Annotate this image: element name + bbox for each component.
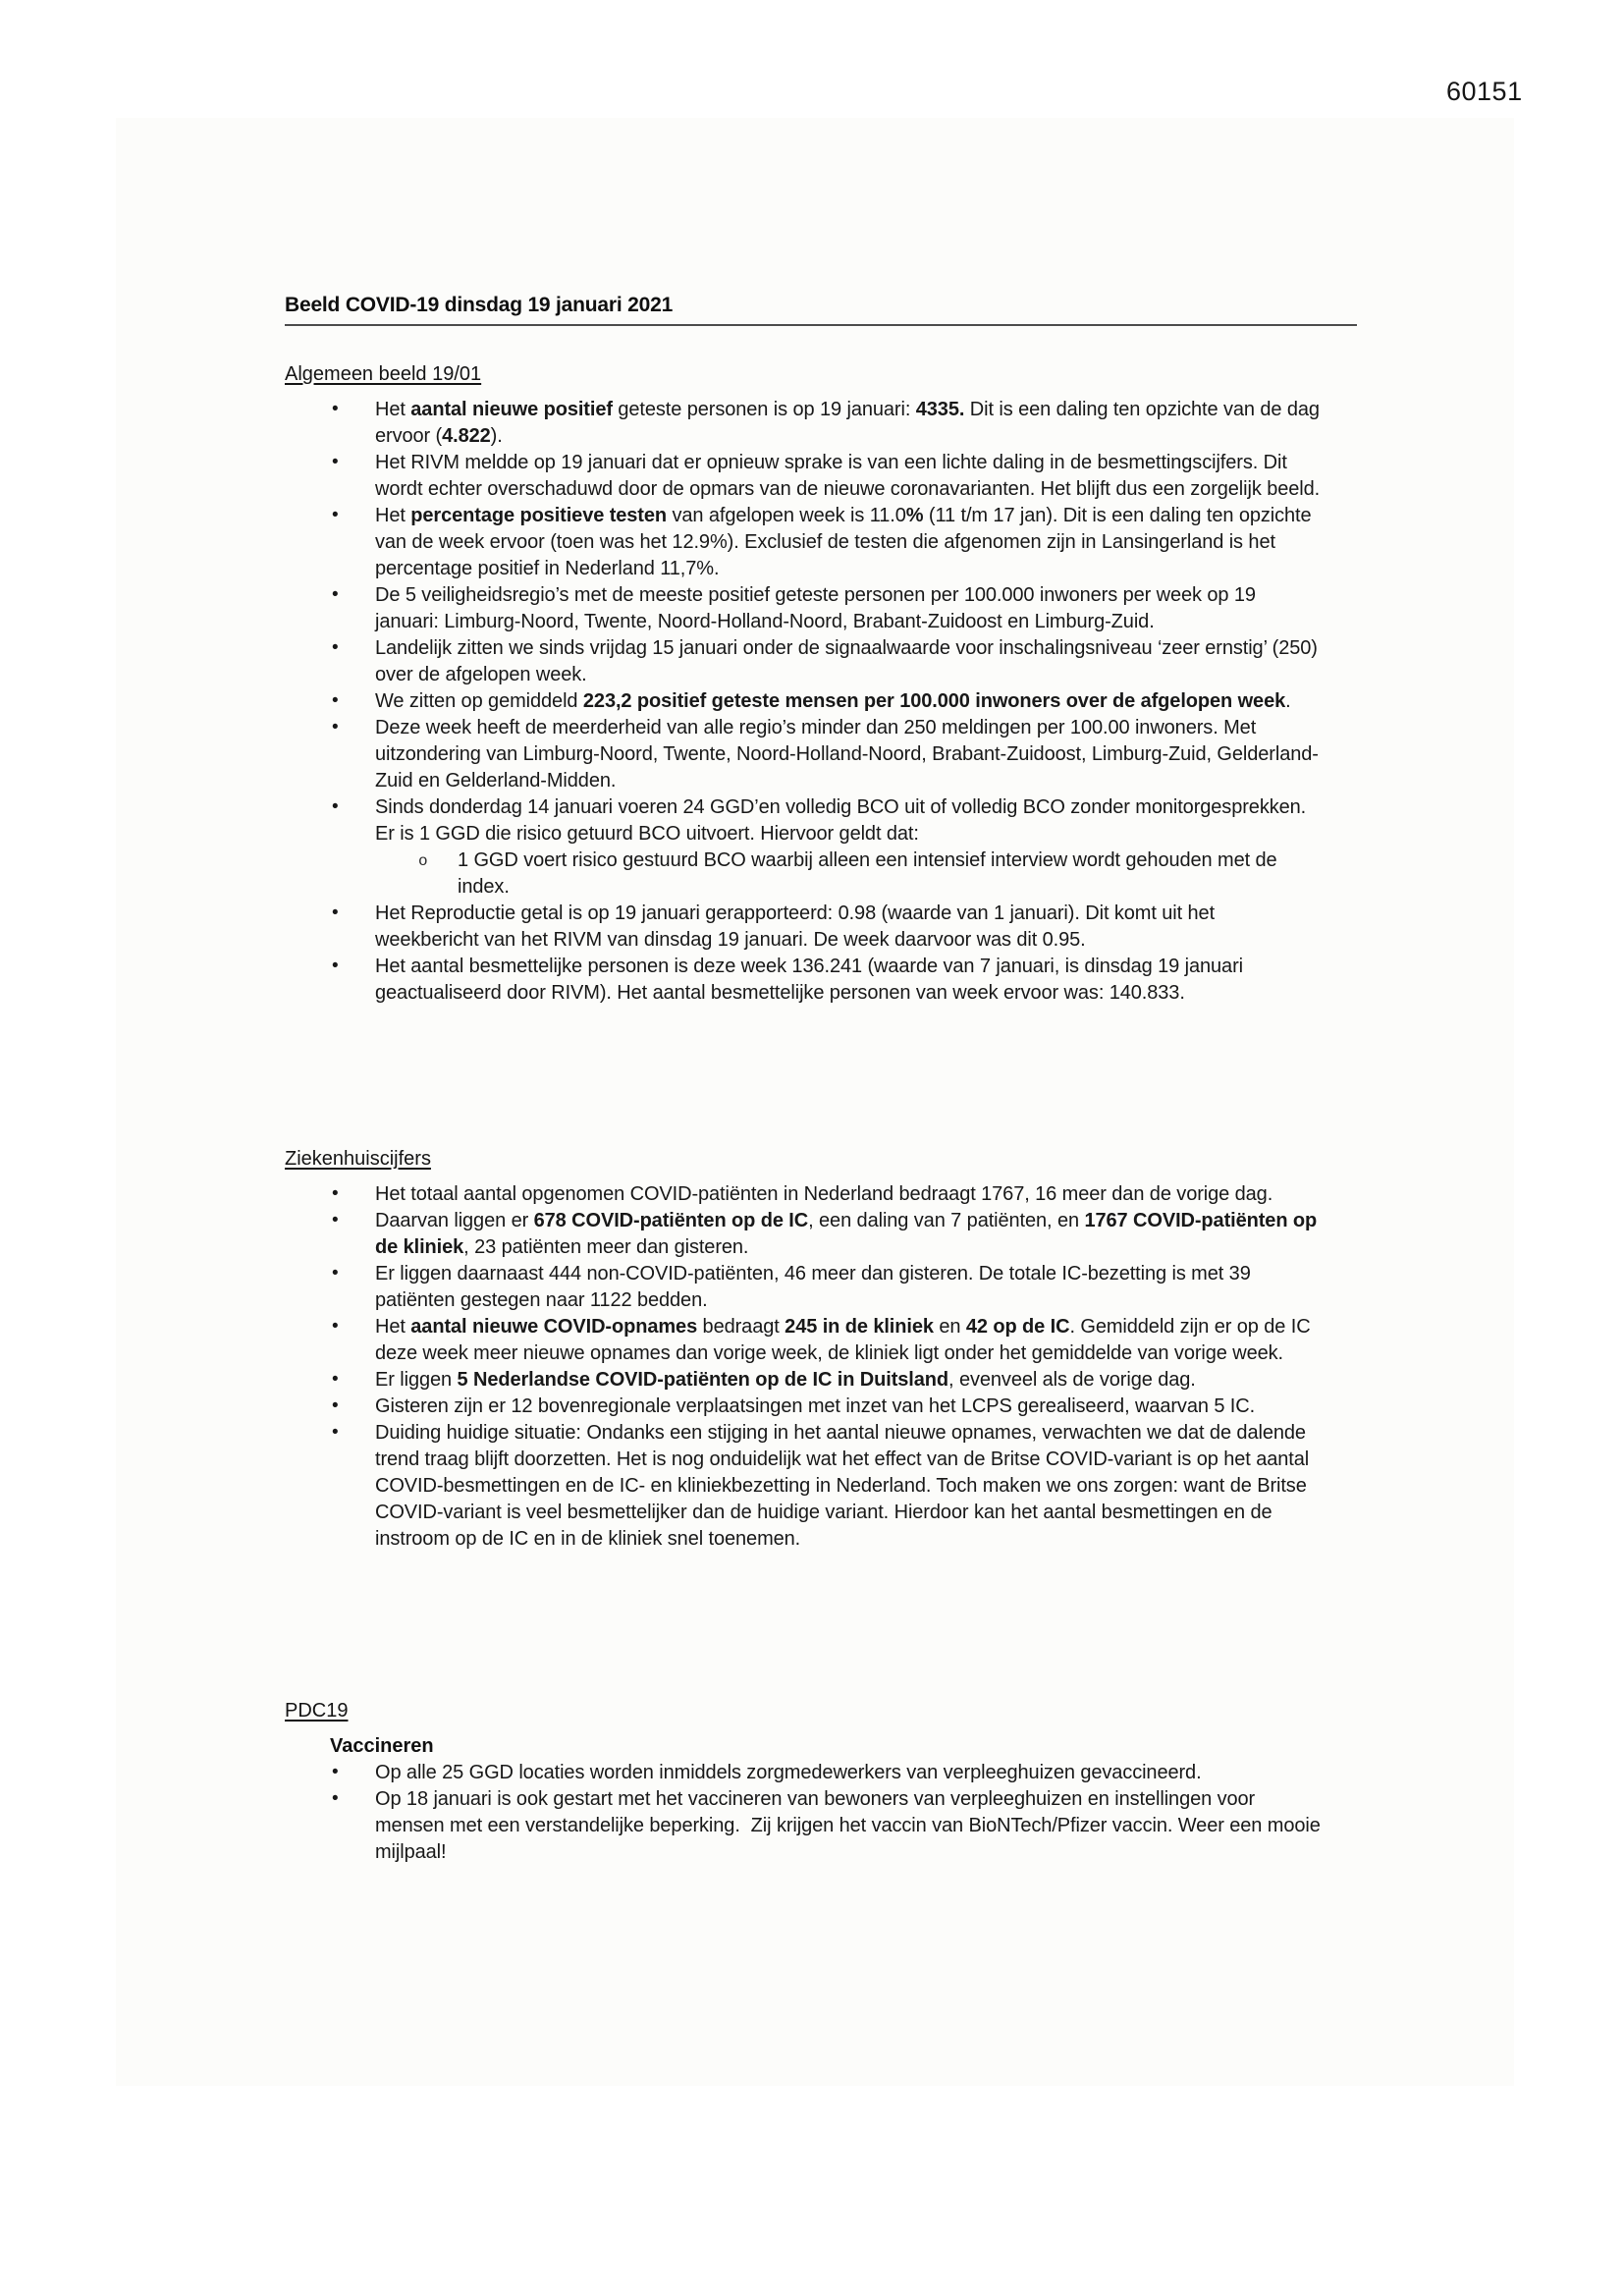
bullet-item	[285, 688, 1323, 715]
text-run: .	[1285, 690, 1291, 712]
bullet-marker: •	[332, 1369, 339, 1390]
bullet-marker: •	[332, 1210, 339, 1230]
text-run: 5 Nederlandse COVID-patiënten op de IC in Duitsland	[457, 1369, 949, 1391]
text-run: van afgelopen week is 11.0	[667, 505, 906, 526]
bullet-text	[375, 902, 1215, 951]
bullet-text	[375, 1788, 1321, 1863]
text-run: De 5 veiligheidsregio’s met de meeste positief geteste personen per 100.000 inwoners per week op 19 januari: Limburg-Noord, Twente, Noord-Holland-Noord, Brabant-Zuidoost en Limburg-Zuid.	[375, 584, 1256, 632]
bullet-text	[375, 452, 1320, 500]
bullet-marker: •	[332, 956, 339, 976]
bullet-item	[285, 1420, 1323, 1553]
section-ziekenhuis	[285, 1146, 1473, 1553]
text-run: geteste personen is op 19 januari:	[612, 399, 916, 420]
text-run: aantal nieuwe COVID-opnames	[410, 1316, 698, 1338]
text-run: 4335.	[915, 399, 965, 420]
subsection-heading: Vaccineren	[330, 1735, 434, 1757]
bates-number: 60151	[1446, 77, 1523, 106]
bullet-text	[375, 1369, 1196, 1391]
bullet-marker: •	[332, 1788, 339, 1809]
bullet-marker: •	[332, 1316, 339, 1337]
section-heading: PDC19	[285, 1700, 349, 1722]
bullet-text	[375, 1395, 1255, 1417]
text-run: Op alle 25 GGD locaties worden inmiddels zorgmedewerkers van verpleeghuizen gevaccineerd.	[375, 1762, 1202, 1783]
bullet-marker: •	[332, 690, 339, 711]
bullet-text	[375, 637, 1318, 685]
bullet-item	[285, 450, 1323, 503]
text-run: %	[905, 505, 924, 526]
text-run: bedraagt	[697, 1316, 785, 1338]
text-run: Gisteren zijn er 12 bovenregionale verplaatsingen met inzet van het LCPS gerealiseerd, waarvan 5 IC.	[375, 1395, 1256, 1417]
bullet-item	[285, 901, 1323, 954]
bullet-item	[285, 1314, 1323, 1367]
sub-bullet-marker: o	[418, 852, 428, 870]
text-run: en	[933, 1316, 966, 1338]
sub-bullet-list	[375, 847, 1323, 901]
text-run: Op 18 januari is ook gestart met het vaccineren van bewoners van verpleeghuizen en instellingen voor mensen met een verstandelijke beperking. Zij krijgen het vaccin van BioNTech/Pfizer vaccin. Weer een mooie mijlpaal!	[375, 1788, 1321, 1863]
bullet-item	[285, 1261, 1323, 1314]
section-heading: Ziekenhuiscijfers	[285, 1148, 431, 1170]
text-run: , evenveel als de vorige dag.	[948, 1369, 1196, 1391]
bullet-list	[285, 1181, 1473, 1553]
bullet-text	[375, 1422, 1309, 1550]
bullet-text	[375, 505, 1312, 579]
bullet-marker: •	[332, 717, 339, 738]
bullet-marker: •	[332, 796, 339, 817]
bullet-marker: •	[332, 1395, 339, 1416]
text-run: 42 op de IC	[965, 1316, 1070, 1338]
section-algemeen	[285, 361, 1473, 1007]
text-run: percentage positieve testen	[410, 505, 668, 526]
text-run: Het RIVM meldde op 19 januari dat er opnieuw sprake is van een lichte daling in de besmettingscijfers. Dit wordt echter overschaduwd door de opmars van de nieuwe coronavarianten. Het blijft dus een zorgelijk beeld.	[375, 452, 1321, 500]
text-run: Het totaal aantal opgenomen COVID-patiënten in Nederland bedraagt 1767, 16 meer dan de vorige dag.	[375, 1183, 1273, 1205]
text-run: ).	[490, 425, 503, 447]
text-run: 678 COVID-patiënten op de IC	[533, 1210, 809, 1231]
text-run: Er liggen	[375, 1369, 458, 1391]
bullet-marker: •	[332, 902, 339, 923]
bullet-text	[375, 717, 1319, 792]
bullet-item	[285, 1181, 1323, 1208]
text-run: We zitten op gemiddeld	[375, 690, 583, 712]
text-run: Het	[375, 399, 411, 420]
section-heading: Algemeen beeld 19/01	[285, 363, 482, 385]
bullet-text	[375, 956, 1243, 1004]
bullet-item	[285, 1367, 1323, 1394]
bullet-text	[375, 690, 1291, 712]
bullet-item	[285, 582, 1323, 635]
bullet-marker: •	[332, 452, 339, 472]
text-run: Het	[375, 1316, 411, 1338]
bullet-item	[285, 794, 1323, 901]
sub-bullet-item	[375, 847, 1323, 901]
bullet-marker: •	[332, 1263, 339, 1284]
bullet-item	[285, 954, 1323, 1007]
bullet-marker: •	[332, 1183, 339, 1204]
text-run: . Gemiddeld zijn er op de IC deze week meer nieuwe opnames dan vorige week, de kliniek ligt onder het gemiddelde van vorige week.	[375, 1316, 1311, 1364]
bullet-list	[285, 397, 1473, 1007]
text-run: Het Reproductie getal is op 19 januari gerapporteerd: 0.98 (waarde van 1 januari). Dit komt uit het weekbericht van het RIVM van dinsdag 19 januari. De week daarvoor was dit 0.95.	[375, 902, 1216, 951]
bullet-text	[375, 399, 1320, 447]
text-run: aantal nieuwe positief	[410, 399, 613, 420]
document-page	[116, 118, 1514, 2086]
sub-bullet-text	[458, 849, 1277, 898]
bullet-item	[285, 715, 1323, 794]
bullet-text	[375, 1210, 1317, 1258]
bullet-marker: •	[332, 505, 339, 525]
text-run: 1767 COVID-patiënten op de kliniek	[375, 1210, 1318, 1258]
text-run: Dit is een daling ten opzichte van de dag ervoor (	[375, 399, 1320, 447]
text-run: Sinds donderdag 14 januari voeren 24 GGD’en volledig BCO uit of volledig BCO zonder monitorgesprekken. Er is 1 GGD die risico getuurd BCO uitvoert. Hiervoor geldt dat:	[375, 796, 1307, 845]
text-run: Landelijk zitten we sinds vrijdag 15 januari onder de signaalwaarde voor inschalingsniveau ‘zeer ernstig’ (250) over de afgelopen week.	[375, 637, 1318, 685]
text-run: 245 in de kliniek	[785, 1316, 934, 1338]
bullet-item	[285, 635, 1323, 688]
bullet-text	[375, 1263, 1251, 1311]
bullet-text	[375, 1316, 1311, 1364]
text-run: Het aantal besmettelijke personen is deze week 136.241 (waarde van 7 januari, is dinsdag 19 januari geactualiseerd door RIVM). Het aantal besmettelijke personen van week ervoor was: 140.833.	[375, 956, 1243, 1004]
bullet-marker: •	[332, 584, 339, 605]
bullet-item	[285, 397, 1323, 450]
bullet-item	[285, 1786, 1323, 1866]
bullet-item	[285, 1760, 1323, 1786]
text-run: Het	[375, 505, 411, 526]
text-run: 223,2 positief geteste mensen per 100.000 inwoners over de afgelopen week	[582, 690, 1286, 712]
text-run: , 23 patiënten meer dan gisteren.	[463, 1236, 749, 1258]
title-rule	[285, 324, 1357, 326]
bullet-marker: •	[332, 637, 339, 658]
bullet-list	[285, 1760, 1473, 1866]
section-pdc19	[285, 1698, 1473, 1866]
bullet-item	[285, 1394, 1323, 1420]
bullet-text	[375, 1762, 1202, 1783]
bullet-marker: •	[332, 399, 339, 419]
bullet-marker: •	[332, 1422, 339, 1443]
text-run: Er liggen daarnaast 444 non-COVID-patiënten, 46 meer dan gisteren. De totale IC-bezetting is met 39 patiënten gestegen naar 1122 bedden.	[375, 1263, 1251, 1311]
bullet-item	[285, 1208, 1323, 1261]
bullet-text	[375, 796, 1306, 845]
text-run: (11 t/m 17 jan). Dit is een daling ten opzichte van de week ervoor (toen was het 12.9%). Exclusief de testen die afgenomen zijn in Lansingerland is het percentage positief in Nederland 11,7%.	[375, 505, 1312, 579]
text-run: 4.822	[442, 425, 491, 447]
text-run: , een daling van 7 patiënten, en	[808, 1210, 1085, 1231]
text-run: Duiding huidige situatie: Ondanks een stijging in het aantal nieuwe opnames, verwachten we dat de dalende trend traag blijft doorzetten. Het is nog onduidelijk wat het effect van de Britse COVID-variant is op het aantal COVID-besmettingen en de IC- en kliniekbezetting in Nederland. Toch maken we ons zorgen: want de Britse COVID-variant is veel besmettelijker dan de huidige variant. Hierdoor kan het aantal besmettingen en de instroom op de IC en in de kliniek snel toenemen.	[375, 1422, 1310, 1550]
bullet-item	[285, 503, 1323, 582]
bullet-marker: •	[332, 1762, 339, 1782]
bullet-text	[375, 584, 1256, 632]
bullet-text	[375, 1183, 1272, 1205]
text-run: Deze week heeft de meerderheid van alle regio’s minder dan 250 meldingen per 100.00 inwoners. Met uitzondering van Limburg-Noord, Twente, Noord-Holland-Noord, Brabant-Zuidoost, Limburg-Zuid, Gelderland-Zuid en Gelderland-Midden.	[375, 717, 1319, 792]
text-run: 1 GGD voert risico gestuurd BCO waarbij alleen een intensief interview wordt gehouden met de index.	[458, 849, 1277, 898]
document-title: Beeld COVID-19 dinsdag 19 januari 2021	[285, 294, 674, 316]
text-run: Daarvan liggen er	[375, 1210, 534, 1231]
